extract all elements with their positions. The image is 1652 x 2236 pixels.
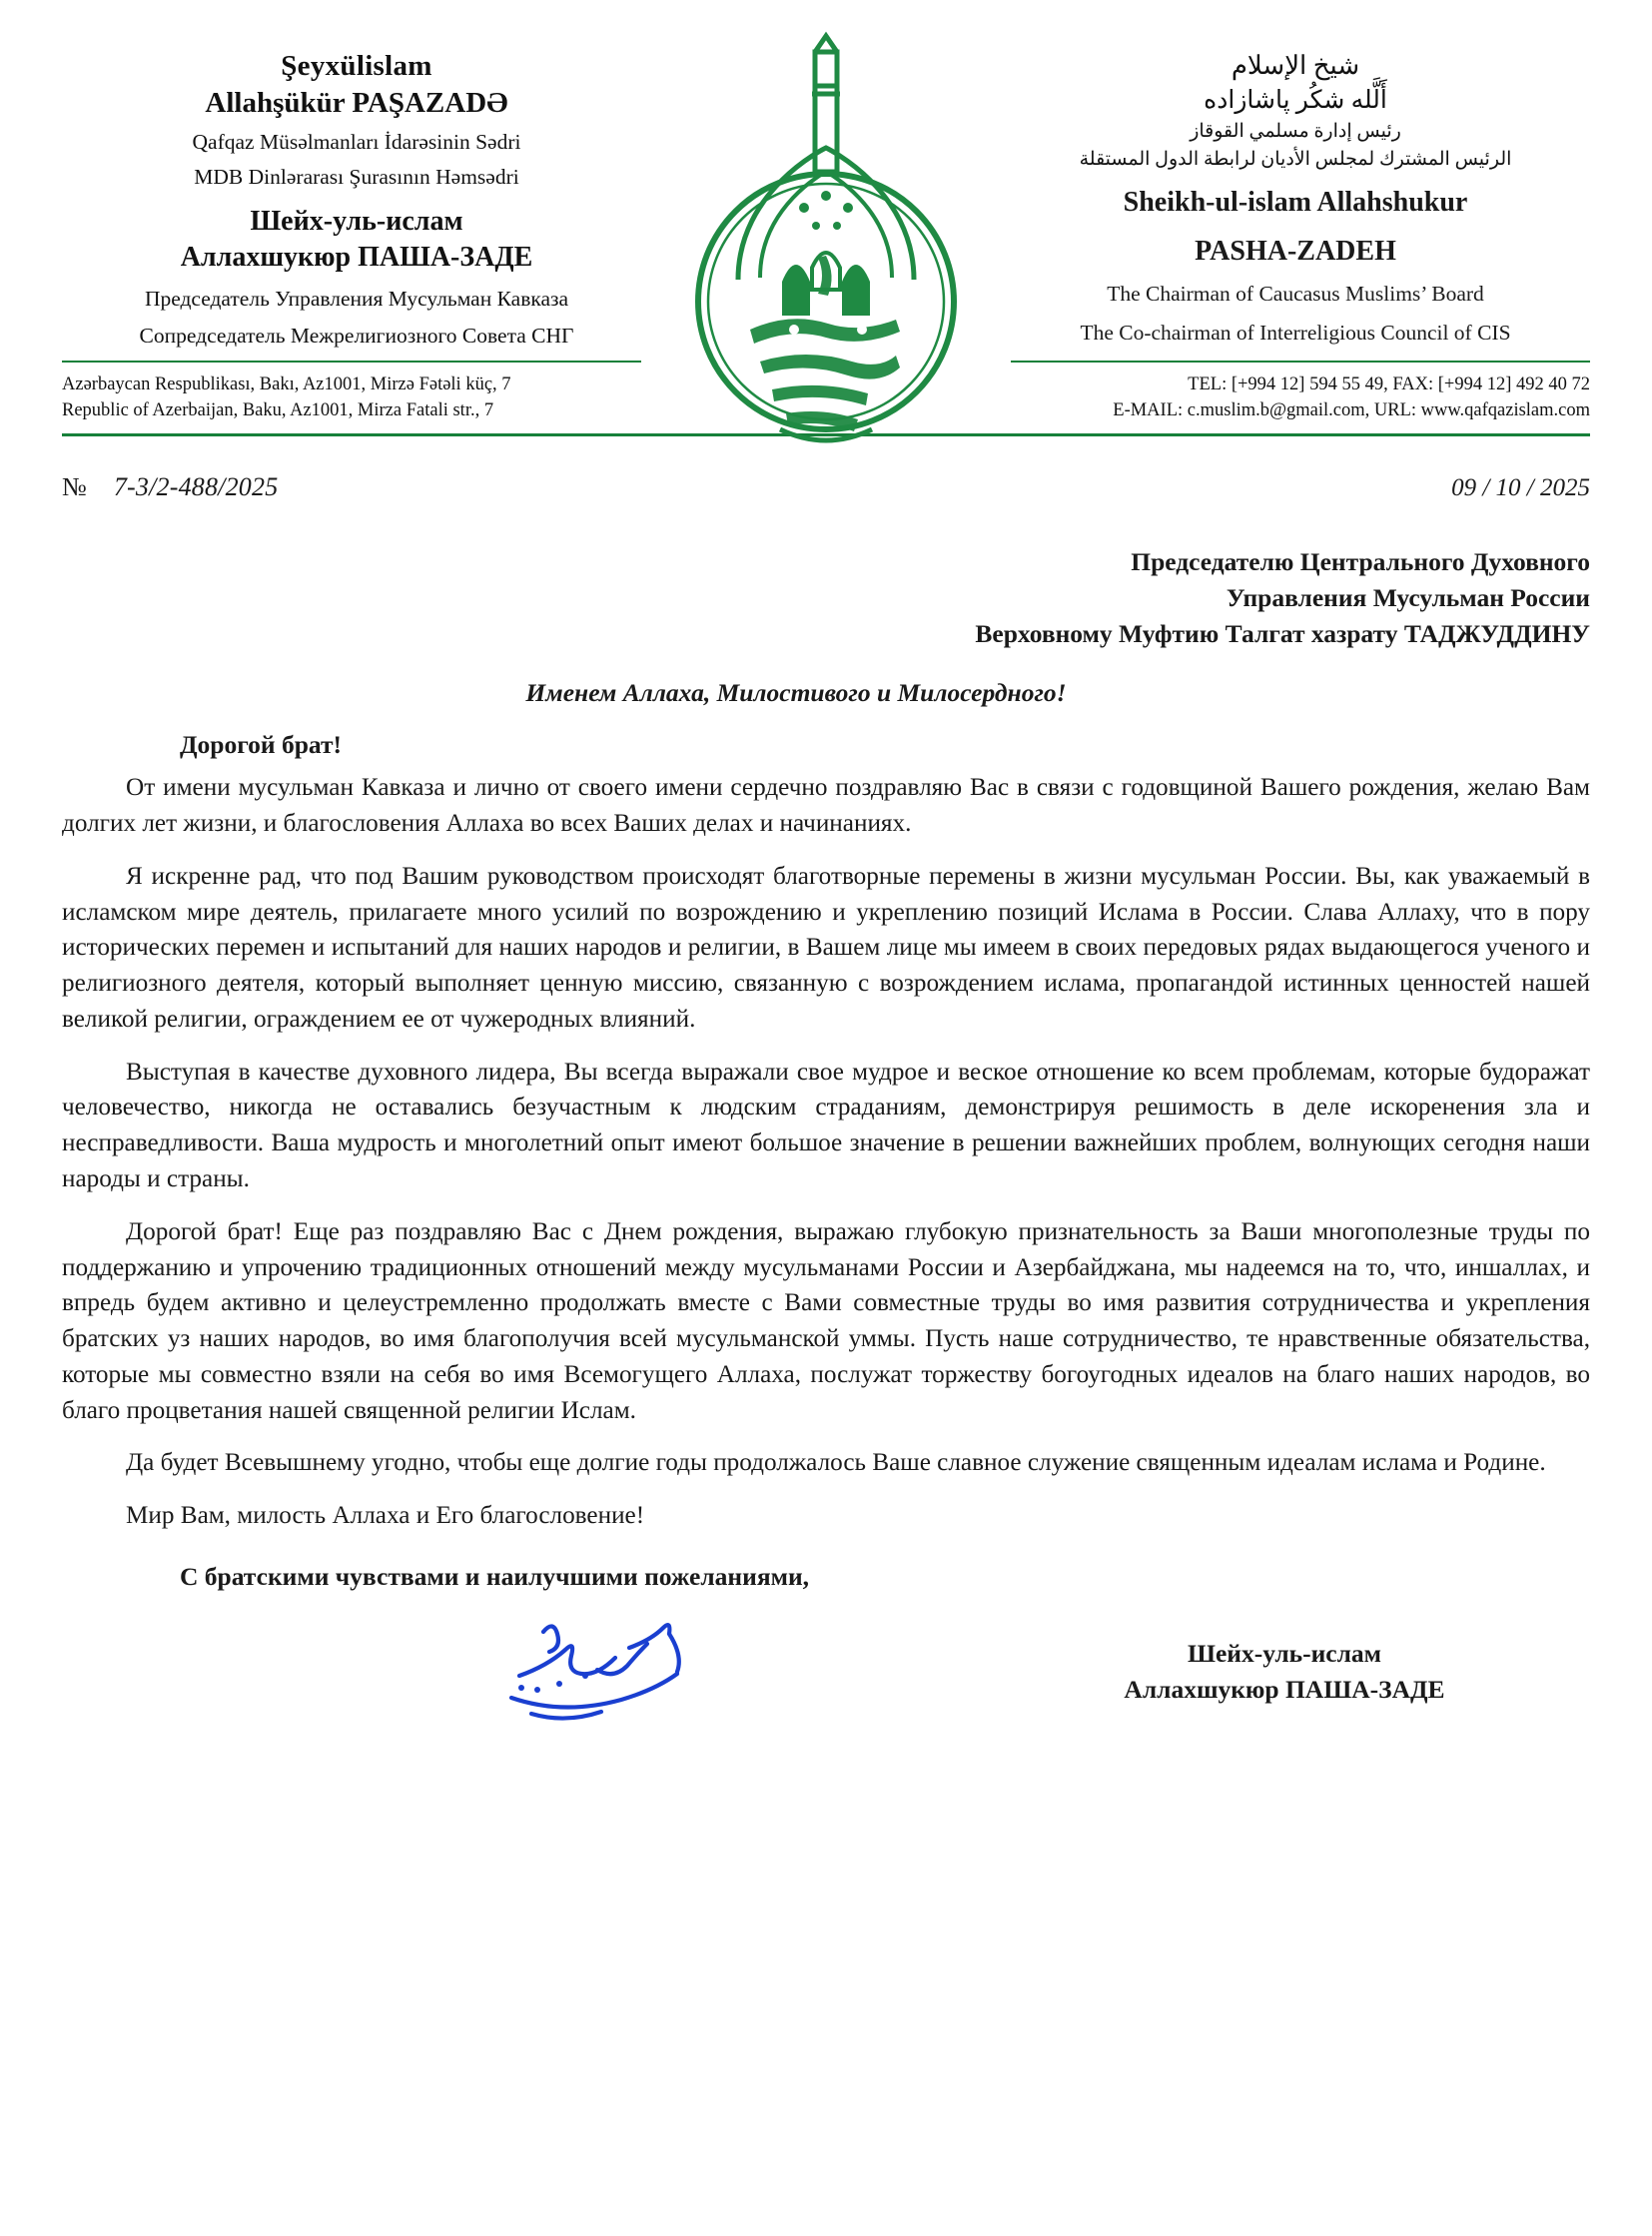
letterhead-subtitle-az-line2: MDB Dinlərarası Şurasının Həmsədri	[194, 165, 519, 190]
letterhead-address-bar	[62, 361, 1590, 424]
body-paragraph: Я искренне рад, что под Вашим руководством происходят благотворные перемены в жизни мусульман России. Вы, как уважаемый в исламском мире деятель, прилагаете много усилий по возрождению и укреплению позиций Ислама в России. Слава Аллаху, что в пору исторических перемен и испытаний для наших народов и религии, в Вашем лице мы имеем в своих передовых рядах выдающегося ученого и религиозного деятеля, который выполняет ценную миссию, связанную с возрождением ислама, пропагандой истинных ценностей нашей великой религии, ограждением ее от чужеродных влияний.	[62, 862, 1590, 1033]
signature-full-name: Аллахшукюр ПАША-ЗАДЕ	[1124, 1674, 1445, 1704]
address-block-left	[62, 361, 641, 424]
body-paragraph: Выступая в качестве духовного лидера, Вы всегда выражали свое мудрое и веское отношение ко всем проблемам, которые будоражат человечество, никогда не оставались безучастным к людским страданиям, демонстрируя решимость в деле искоренения зла и несправедливости. Ваша мудрость и многолетний опыт имеют большое значение в решении важнейших проблем, волнующих сегодня наши народы и страны.	[62, 1058, 1590, 1193]
addressee-line-3: Верховному Муфтию Талгат хазрату ТАДЖУДДИНУ	[975, 619, 1590, 648]
reference-row	[62, 472, 1590, 502]
address-line-az: Azərbaycan Respublikası, Bakı, Az1001, Mirzə Fətəli küç, 7	[62, 374, 511, 395]
letterhead-title-ru-line1: Шейх-уль-ислам	[250, 205, 463, 237]
letterhead-arabic-line2: أَلَّله شكُر پاشازاده	[1204, 87, 1387, 115]
closing-line: С братскими чувствами и наилучшими пожеланиями,	[180, 1562, 810, 1592]
addressee-line-2: Управления Мусульман России	[1226, 582, 1590, 612]
divider-left-top	[62, 361, 641, 363]
letterhead-title-ru-line2: Аллахшукюр ПАША-ЗАДЕ	[180, 242, 533, 274]
handwritten-signature	[501, 1618, 761, 1738]
bismillah-line: Именем Аллаха, Милостивого и Милосердного!	[525, 678, 1067, 708]
address-line-tel: TEL: [+994 12] 594 55 49, FAX: [+994 12] 492 40 72	[1188, 374, 1590, 395]
letterhead	[62, 30, 1590, 351]
body-paragraph: Дорогой брат! Еще раз поздравляю Вас с Днем рождения, выражаю глубокую признательность за Ваши многополезные труды по поддержанию и упрочению традиционных отношений между мусульманами России и Азербайджана, мы надеемся на то, что, иншаллах, и впредь будем активно и целеустремленно продолжать вместе с Вами совместные труды во имя развития сотрудничества и укрепления братских уз наших народов, во имя благополучия всей мусульманской уммы. Пусть наше сотрудничество, те нравственные обязательства, которые мы совместно взяли на себя во имя Всемогущего Аллаха, послужат торжеству богоугодных идеалов на благо наших народов, во благо процветания нашей священной религии Ислам.	[62, 1217, 1590, 1424]
body-paragraph: Мир Вам, милость Аллаха и Его благословение!	[126, 1502, 645, 1530]
letterhead-arabic-line4: الرئيس المشترك لمجلس الأديان لرابطة الدول المستقلة	[1079, 148, 1512, 170]
divider-right-top	[1011, 361, 1590, 363]
address-line-en: Republic of Azerbaijan, Baku, Az1001, Mirza Fatali str., 7	[62, 400, 494, 421]
letterhead-right-block	[1001, 48, 1590, 348]
letterhead-left-block	[62, 48, 651, 351]
reference-number	[62, 472, 278, 502]
letterhead-subtitle-ru-line2: Сопредседатель Межрелигиозного Совета СНГ	[139, 323, 574, 348]
letterhead-subtitle-en-line1: The Chairman of Caucasus Muslims’ Board	[1107, 281, 1484, 306]
address-line-email: E-MAIL: c.muslim.b@gmail.com, URL: www.qafqazislam.com	[1113, 400, 1590, 421]
letterhead-title-az-line2: Allahşükür PAŞAZADƏ	[205, 87, 508, 120]
letterhead-title-az-line1: Şeyxülislam	[281, 50, 432, 82]
letterhead-subtitle-en-line2: The Co-chairman of Interreligious Council of CIS	[1080, 321, 1511, 346]
body-paragraph: От имени мусульман Кавказа и лично от своего имени сердечно поздравляю Вас в связи с годовщиной Вашего рождения, желаю Вам долгих лет жизни, и благословения Аллаха во всех Ваших делах и начинаниях.	[62, 774, 1590, 837]
address-block-right	[1011, 361, 1590, 424]
addressee-block	[62, 544, 1590, 653]
body-paragraph: Да будет Всевышнему угодно, чтобы еще долгие годы продолжалось Ваше славное служение священным идеалам ислама и Родине.	[126, 1449, 1546, 1477]
salutation: Дорогой брат!	[180, 730, 343, 760]
addressee-line-1: Председателю Центрального Духовного	[1131, 546, 1590, 576]
reference-number-value: 7-3/2-488/2025	[113, 471, 279, 501]
caucasus-muslims-board-emblem	[676, 30, 976, 499]
document-date: 09 / 10 / 2025	[1451, 473, 1590, 501]
letterhead-subtitle-az-line1: Qafqaz Müsəlmanları İdarəsinin Sədri	[192, 130, 521, 155]
reference-number-symbol: №	[62, 471, 88, 501]
letter-body	[62, 770, 1590, 1534]
letterhead-title-en-line1: Sheikh-ul-islam Allahshukur	[1123, 187, 1468, 219]
signature-title: Шейх-уль-ислам	[1187, 1639, 1382, 1669]
letterhead-subtitle-ru-line1: Председатель Управления Мусульман Кавказа	[144, 286, 569, 311]
letterhead-arabic-line3: رئيس إدارة مسلمي القوقاز	[1190, 121, 1401, 143]
signature-name	[1025, 1636, 1544, 1707]
divider-bottom	[62, 433, 1590, 436]
letterhead-arabic-line1: شيخ الإسلام	[1231, 51, 1360, 80]
signature-block	[62, 1618, 1590, 1758]
letterhead-title-en-line2: PASHA-ZADEH	[1195, 235, 1396, 267]
